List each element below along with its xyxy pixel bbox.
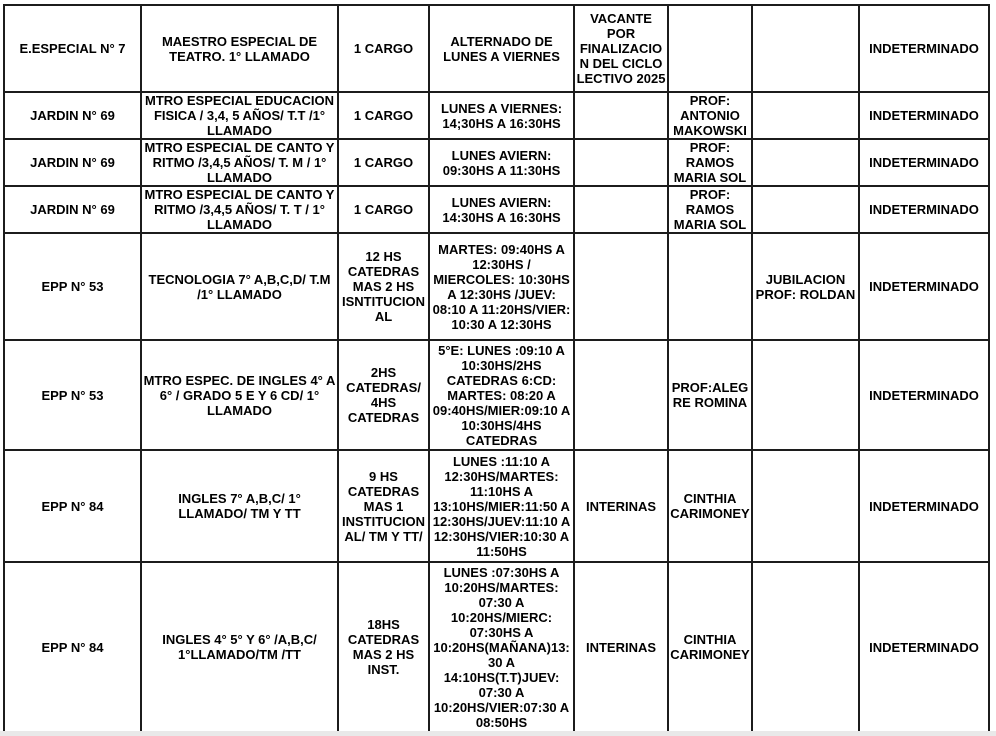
cell-position: MTRO ESPECIAL DE CANTO Y RITMO /3,4,5 AÑOS/ T. M / 1° LLAMADO [141, 139, 338, 186]
cell-position: INGLES 4° 5° Y 6° /A,B,C/ 1°LLAMADO/TM /TT [141, 562, 338, 732]
cell-cargo: 12 HS CATEDRAS MAS 2 HS ISNTITUCIONAL [338, 233, 429, 340]
cell-cargo: 1 CARGO [338, 139, 429, 186]
cell-school: EPP N° 84 [4, 562, 141, 732]
cell-school: JARDIN N° 69 [4, 139, 141, 186]
cell-cargo: 1 CARGO [338, 5, 429, 92]
cell-status: VACANTE POR FINALIZACION DEL CICLO LECTIVO 2025 [574, 5, 668, 92]
cell-status [574, 186, 668, 233]
table-row [4, 5, 989, 92]
cell-teacher: PROF: ANTONIO MAKOWSKI [668, 92, 752, 139]
cell-school: EPP N° 53 [4, 233, 141, 340]
vacancies-table [3, 4, 990, 733]
cell-position: INGLES 7° A,B,C/ 1° LLAMADO/ TM Y TT [141, 450, 338, 562]
cell-note: JUBILACION PROF: ROLDAN [752, 233, 859, 340]
table-row [4, 233, 989, 340]
cell-term: INDETERMINADO [859, 139, 989, 186]
cell-status [574, 139, 668, 186]
cell-schedule: ALTERNADO DE LUNES A VIERNES [429, 5, 574, 92]
cell-teacher: CINTHIA CARIMONEY [668, 450, 752, 562]
table-row [4, 92, 989, 139]
table-row [4, 186, 989, 233]
cell-position: MAESTRO ESPECIAL DE TEATRO. 1° LLAMADO [141, 5, 338, 92]
cell-teacher [668, 5, 752, 92]
cell-term: INDETERMINADO [859, 340, 989, 450]
cell-cargo: 18HS CATEDRAS MAS 2 HS INST. [338, 562, 429, 732]
cell-school: E.ESPECIAL N° 7 [4, 5, 141, 92]
cell-schedule: LUNES :07:30HS A 10:20HS/MARTES: 07:30 A 10:20HS/MIERC: 07:30HS A 10:20HS(MAÑANA)13:30 A 14:10HS(T.T)JUEV: 07:30 A 10:20HS/VIER:07:30 A 08:50HS [429, 562, 574, 732]
table-row [4, 340, 989, 450]
cell-cargo: 9 HS CATEDRAS MAS 1 INSTITUCIONAL/ TM Y TT/ [338, 450, 429, 562]
cell-term: INDETERMINADO [859, 92, 989, 139]
cell-schedule: MARTES: 09:40HS A 12:30HS / MIERCOLES: 10:30HS A 12:30HS /JUEV: 08:10 A 11:20HS/VIER: 10:30 A 12:30HS [429, 233, 574, 340]
cell-note [752, 92, 859, 139]
cell-position: MTRO ESPECIAL DE CANTO Y RITMO /3,4,5 AÑOS/ T. T / 1° LLAMADO [141, 186, 338, 233]
cell-position: TECNOLOGIA 7° A,B,C,D/ T.M /1° LLAMADO [141, 233, 338, 340]
cell-status [574, 233, 668, 340]
table-row [4, 450, 989, 562]
cell-term: INDETERMINADO [859, 186, 989, 233]
cell-school: JARDIN N° 69 [4, 186, 141, 233]
cell-term: INDETERMINADO [859, 562, 989, 732]
cell-cargo: 1 CARGO [338, 186, 429, 233]
cell-term: INDETERMINADO [859, 450, 989, 562]
cell-note [752, 5, 859, 92]
cell-status: INTERINAS [574, 562, 668, 732]
cell-note [752, 139, 859, 186]
cell-schedule: LUNES :11:10 A 12:30HS/MARTES: 11:10HS A 13:10HS/MIER:11:50 A 12:30HS/JUEV:11:10 A 12:30HS/VIER:10:30 A 11:50HS [429, 450, 574, 562]
cell-teacher: PROF: RAMOS MARIA SOL [668, 186, 752, 233]
cell-position: MTRO ESPECIAL EDUCACION FISICA / 3,4, 5 AÑOS/ T.T /1° LLAMADO [141, 92, 338, 139]
cell-cargo: 2HS CATEDRAS/ 4HS CATEDRAS [338, 340, 429, 450]
cell-note [752, 186, 859, 233]
cell-note [752, 562, 859, 732]
cell-note [752, 340, 859, 450]
cell-teacher: PROF: RAMOS MARIA SOL [668, 139, 752, 186]
cell-schedule: LUNES AVIERN: 14:30HS A 16:30HS [429, 186, 574, 233]
table-row [4, 139, 989, 186]
cell-teacher: CINTHIA CARIMONEY [668, 562, 752, 732]
cell-term: INDETERMINADO [859, 233, 989, 340]
cell-schedule: 5°E: LUNES :09:10 A 10:30HS/2HS CATEDRAS 6:CD: MARTES: 08:20 A 09:40HS/MIER:09:10 A 10:30HS/4HS CATEDRAS [429, 340, 574, 450]
cell-school: EPP N° 84 [4, 450, 141, 562]
cell-teacher: PROF:ALEGRE ROMINA [668, 340, 752, 450]
cell-status: INTERINAS [574, 450, 668, 562]
cell-school: JARDIN N° 69 [4, 92, 141, 139]
cell-status [574, 340, 668, 450]
cell-schedule: LUNES AVIERN: 09:30HS A 11:30HS [429, 139, 574, 186]
cell-status [574, 92, 668, 139]
cell-teacher [668, 233, 752, 340]
cell-note [752, 450, 859, 562]
cell-school: EPP N° 53 [4, 340, 141, 450]
table-row [4, 562, 989, 732]
screenshot-edge-strip [0, 731, 996, 736]
cell-schedule: LUNES A VIERNES: 14;30HS A 16:30HS [429, 92, 574, 139]
cell-position: MTRO ESPEC. DE INGLES 4° A 6° / GRADO 5 E Y 6 CD/ 1° LLAMADO [141, 340, 338, 450]
cell-term: INDETERMINADO [859, 5, 989, 92]
cell-cargo: 1 CARGO [338, 92, 429, 139]
